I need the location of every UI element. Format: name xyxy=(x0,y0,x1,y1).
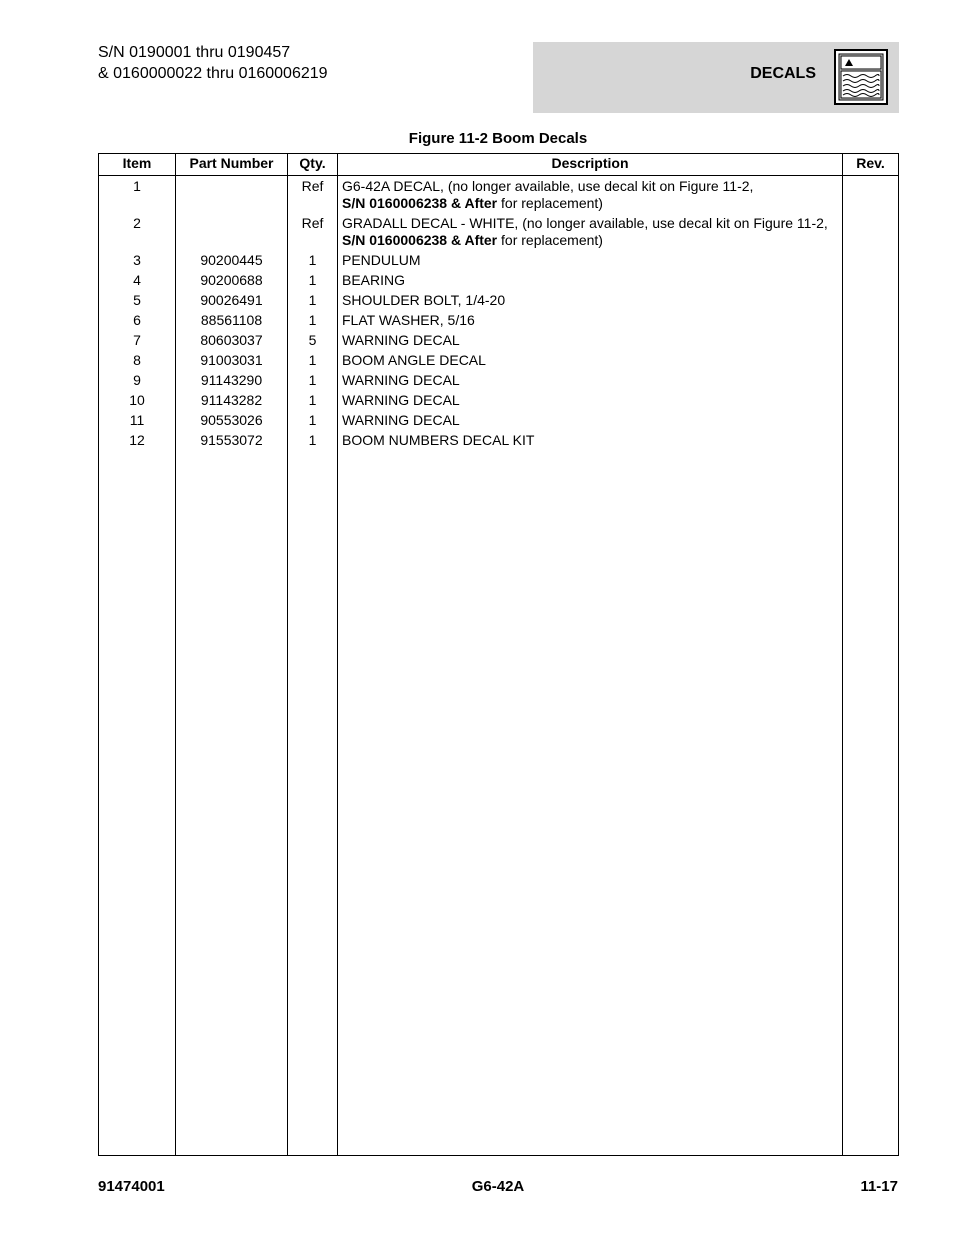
column-header-item: Item xyxy=(122,155,152,171)
table-body xyxy=(99,178,898,452)
table-row xyxy=(99,292,898,312)
section-title: DECALS xyxy=(750,65,816,82)
part-number-cell: 91143290 xyxy=(200,372,263,388)
qty-cell: 5 xyxy=(308,332,317,348)
serial-note: S/N 0160006238 & After xyxy=(342,195,498,211)
qty-cell: 1 xyxy=(308,352,317,368)
description-cell: FLAT WASHER, 5/16 xyxy=(342,312,475,328)
footer-part-number: 91474001 xyxy=(98,1178,165,1195)
part-number-cell: 88561108 xyxy=(200,312,263,328)
table-row xyxy=(99,432,898,452)
item-cell: 3 xyxy=(133,252,141,268)
qty-cell: 1 xyxy=(308,412,317,428)
description-cell xyxy=(342,178,842,212)
qty-cell: 1 xyxy=(308,292,317,308)
part-number-cell: 91003031 xyxy=(200,352,263,368)
qty-cell: 1 xyxy=(308,272,317,288)
part-number-cell: 91553072 xyxy=(200,432,263,448)
footer-model: G6-42A xyxy=(471,1178,525,1195)
item-cell: 1 xyxy=(133,178,141,194)
figure-title: Figure 11-2 Boom Decals xyxy=(408,130,588,147)
qty-cell: 1 xyxy=(308,392,317,408)
table-row xyxy=(99,272,898,292)
parts-table xyxy=(98,153,899,1156)
description-cell: SHOULDER BOLT, 1/4-20 xyxy=(342,292,506,308)
replacement-note: for replacement) xyxy=(497,195,603,211)
part-number-cell: 90553026 xyxy=(200,412,263,428)
item-cell: 5 xyxy=(133,292,141,308)
qty-cell: 1 xyxy=(308,432,317,448)
table-row xyxy=(99,352,898,372)
description-cell: WARNING DECAL xyxy=(342,412,460,428)
table-row xyxy=(99,372,898,392)
table-row xyxy=(99,412,898,432)
serial-note: S/N 0160006238 & After xyxy=(342,232,498,248)
part-number-cell: 80603037 xyxy=(200,332,263,348)
item-cell: 10 xyxy=(129,392,145,408)
qty-cell: Ref xyxy=(301,178,324,194)
description-cell: BOOM NUMBERS DECAL KIT xyxy=(342,432,535,448)
qty-cell: 1 xyxy=(308,372,317,388)
column-header-description: Description xyxy=(551,155,629,171)
description-cell: WARNING DECAL xyxy=(342,332,460,348)
item-cell: 8 xyxy=(133,352,141,368)
qty-cell: Ref xyxy=(301,215,324,231)
part-number-cell: 91143282 xyxy=(200,392,263,408)
description-cell: PENDULUM xyxy=(342,252,421,268)
description-text: G6-42A DECAL, (no longer available, use decal kit on Figure 11-2, xyxy=(342,178,754,194)
decal-manual-icon xyxy=(834,49,888,105)
footer-page-number: 11-17 xyxy=(860,1178,898,1195)
description-cell: WARNING DECAL xyxy=(342,392,460,408)
item-cell: 6 xyxy=(133,312,141,328)
description-text: GRADALL DECAL - WHITE, (no longer available, use decal kit on Figure 11-2, xyxy=(342,215,828,231)
table-row xyxy=(99,215,898,252)
description-cell: BEARING xyxy=(342,272,406,288)
item-cell: 2 xyxy=(133,215,141,231)
item-cell: 9 xyxy=(133,372,141,388)
description-cell: WARNING DECAL xyxy=(342,372,460,388)
replacement-note: for replacement) xyxy=(497,232,603,248)
section-header xyxy=(533,42,899,113)
serial-line-1: S/N 0190001 thru 0190457 xyxy=(98,44,291,61)
serial-line-2: & 0160000022 thru 0160006219 xyxy=(98,65,328,82)
qty-cell: 1 xyxy=(308,252,317,268)
table-row xyxy=(99,312,898,332)
column-header-qty: Qty. xyxy=(299,155,326,171)
table-row xyxy=(99,252,898,272)
table-row xyxy=(99,178,898,215)
description-cell: BOOM ANGLE DECAL xyxy=(342,352,486,368)
description-cell xyxy=(342,215,842,249)
item-cell: 7 xyxy=(133,332,141,348)
item-cell: 12 xyxy=(129,432,145,448)
table-row xyxy=(99,332,898,352)
qty-cell: 1 xyxy=(308,312,317,328)
serial-number-range xyxy=(98,42,328,84)
table-row xyxy=(99,392,898,412)
part-number-cell: 90200688 xyxy=(200,272,263,288)
part-number-cell: 90200445 xyxy=(200,252,263,268)
part-number-cell: 90026491 xyxy=(200,292,263,308)
item-cell: 4 xyxy=(133,272,141,288)
item-cell: 11 xyxy=(129,412,145,428)
header-divider xyxy=(99,175,898,176)
column-header-part-number: Part Number xyxy=(189,155,274,171)
column-header-rev: Rev. xyxy=(856,155,885,171)
